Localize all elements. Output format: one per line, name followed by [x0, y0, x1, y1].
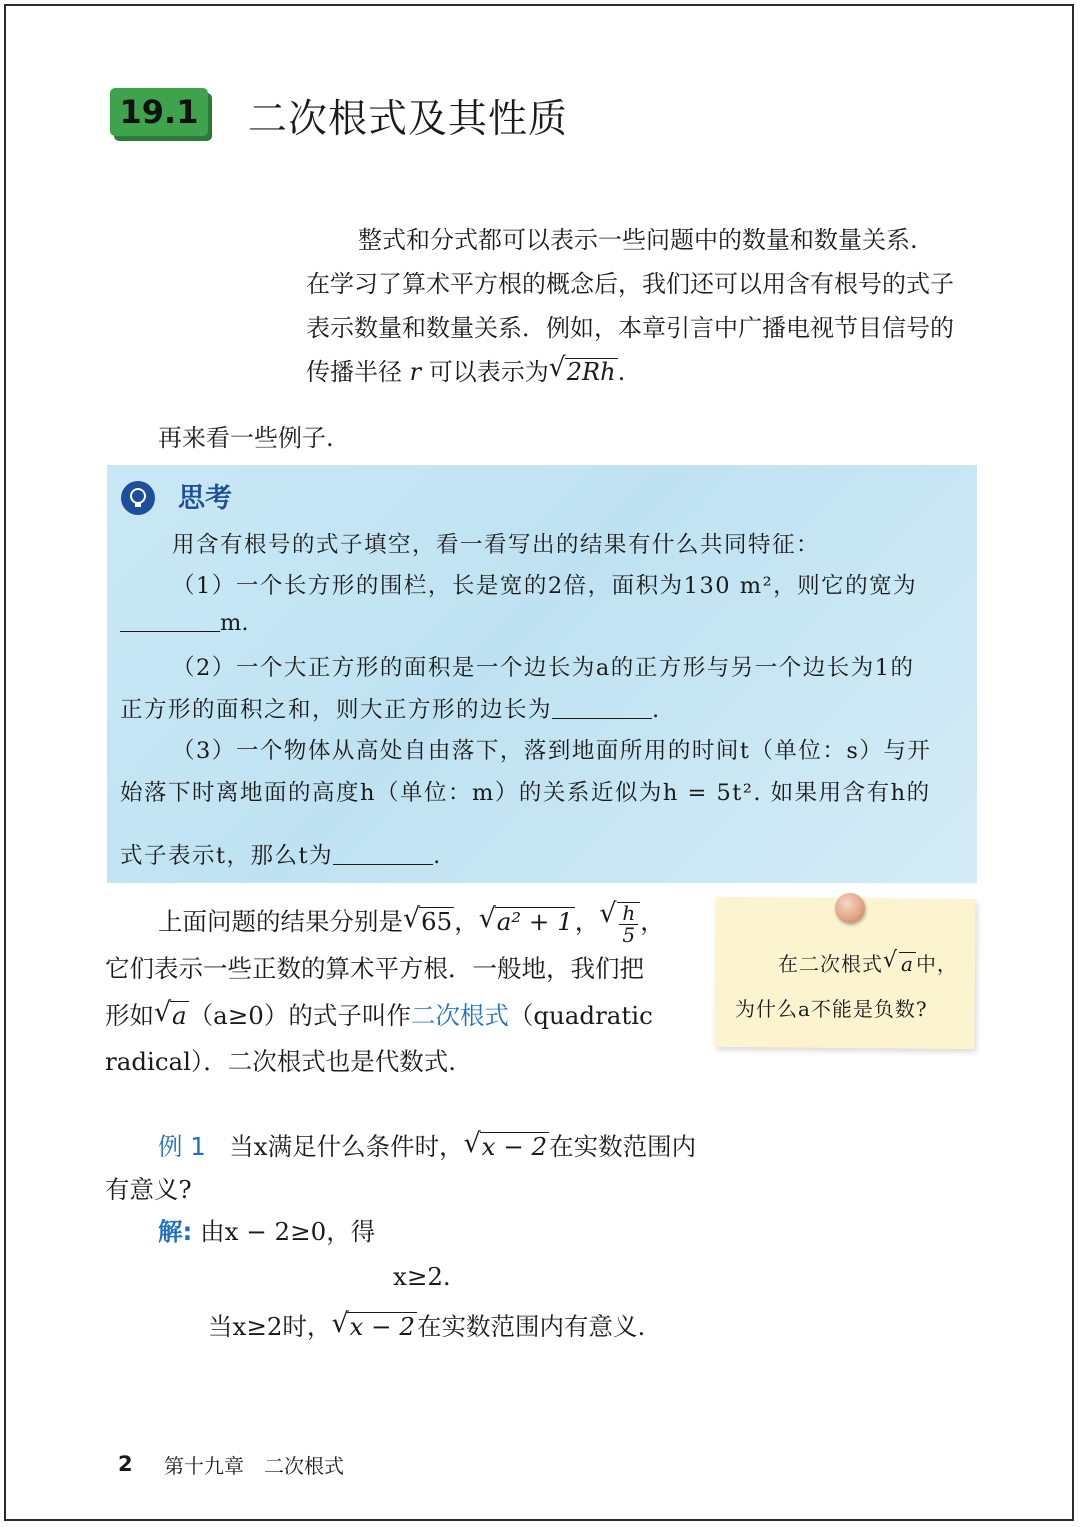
question-2-end: 正方形的面积之和，则大正方形的边长为 .: [120, 697, 661, 723]
intro-line: 在学习了算术平方根的概念后，我们还可以用含有根号的式子: [306, 270, 954, 298]
solution-label: 解:: [158, 1217, 193, 1246]
results-line-3: 形如√ a（a≥0）的式子叫作二次根式（quadratic: [105, 997, 653, 1032]
sqrt-fraction: √ $\frac{h}{5}$: [601, 902, 640, 946]
results-line-1: 上面问题的结果分别是√ 65，√ a² + 1， √ $\frac{h}{5}$ ，: [158, 902, 665, 946]
question-2: （2）一个大正方形的面积是一个边长为a的正方形与另一个边长为1的: [172, 655, 915, 681]
solution-line-3: 当x≥2时，√ x − 2在实数范围内有意义.: [208, 1308, 645, 1343]
page-number: 2: [118, 1452, 133, 1476]
sqrt-expression: √ 65: [405, 907, 454, 936]
sqrt-expression: √ x − 2: [333, 1312, 417, 1341]
question-3-cont: 始落下时离地面的高度h（单位：m）的关系近似为h = 5t². 如果用含有h的: [120, 780, 931, 806]
lightbulb-icon: [121, 481, 155, 515]
solution-line-2: x≥2.: [393, 1262, 451, 1291]
sticky-line-2: 为什么a不能是负数?: [735, 997, 928, 1021]
sqrt-expression: √ 2Rh: [551, 350, 618, 394]
think-title: 思考: [178, 483, 232, 514]
answer-blank[interactable]: [333, 844, 433, 865]
example-label: 例 1: [158, 1132, 206, 1161]
intro-text: 传播半径: [306, 358, 402, 386]
question-3-end: 式子表示t，那么t为 .: [120, 843, 442, 869]
example-line-2: 有意义?: [105, 1175, 192, 1204]
solution-line-1: 解: 由x − 2≥0，得: [158, 1217, 376, 1246]
results-line-4: radical）．二次根式也是代数式.: [105, 1047, 457, 1076]
intro-line: 表示数量和数量关系．例如，本章引言中广播电视节目信号的: [306, 314, 954, 342]
question-3: （3）一个物体从高处自由落下，落到地面所用的时间t（单位：s）与开: [172, 738, 932, 764]
section-title: 二次根式及其性质: [248, 97, 569, 142]
question-1-end: m.: [120, 610, 249, 636]
sqrt-expression: √ a² + 1: [481, 907, 575, 936]
sticky-line-1: 在二次根式√ a 中，: [778, 948, 958, 977]
section-number-badge: 19.1: [110, 88, 208, 136]
intro-text: 可以表示为: [428, 358, 549, 386]
question-1: （1）一个长方形的围栏，长是宽的2倍，面积为130 m²，则它的宽为: [172, 573, 918, 599]
pushpin-icon: [835, 893, 865, 923]
sqrt-expression: √ a: [156, 1001, 189, 1030]
sqrt-expression: √ a: [885, 952, 916, 976]
results-line-2: 它们表示一些正数的算术平方根．一般地，我们把: [105, 954, 644, 983]
lead-text: 再来看一些例子.: [158, 424, 334, 452]
intro-paragraph: [306, 218, 986, 394]
intro-line-formula: 传播半径 r 可以表示为√ 2Rh.: [306, 350, 986, 394]
intro-variable: r: [409, 358, 422, 386]
answer-blank[interactable]: [120, 611, 220, 632]
term-quadratic-radical: 二次根式: [410, 1001, 509, 1030]
answer-blank[interactable]: [552, 698, 652, 719]
think-prompt: 用含有根号的式子填空，看一看写出的结果有什么共同特征：: [172, 532, 821, 558]
sqrt-expression: √ x − 2: [466, 1132, 550, 1161]
chapter-footer: 第十九章 二次根式: [164, 1454, 344, 1478]
example-line-1: 例 1 当x满足什么条件时，√ x − 2在实数范围内: [158, 1128, 696, 1163]
intro-line: 整式和分式都可以表示一些问题中的数量和数量关系.: [358, 226, 918, 254]
